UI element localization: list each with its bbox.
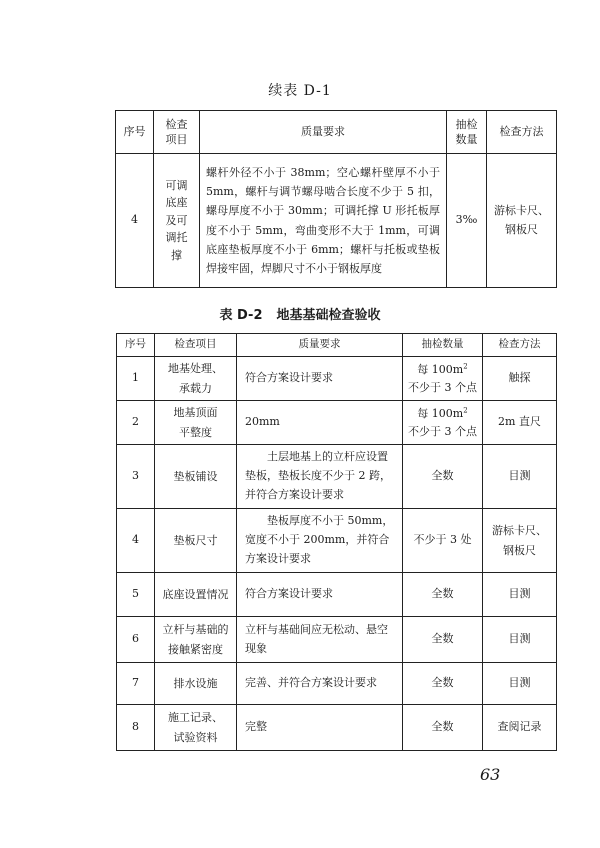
row-item: 垫板尺寸: [155, 509, 237, 573]
quantity-text: 每 100m: [417, 362, 464, 376]
row-method: 游标卡尺、 钢板尺: [483, 509, 557, 573]
table-d2-title: [0, 304, 600, 323]
row-quantity: 全数: [403, 617, 483, 663]
row-no: 4: [116, 154, 154, 288]
page-number: 63: [480, 765, 501, 784]
row-method: 目测: [483, 445, 557, 509]
header-quantity: 抽检数量: [403, 334, 483, 357]
row-quantity: [403, 357, 483, 401]
quantity-text: 每 100m: [417, 406, 464, 420]
header-quantity: 抽检 数量: [447, 111, 487, 154]
quantity-sup: 2: [463, 362, 468, 371]
header-method: 检查方法: [483, 334, 557, 357]
row-no: 8: [117, 705, 155, 751]
header-method: 检查方法: [487, 111, 557, 154]
row-item: 排水设施: [155, 663, 237, 705]
row-item: 立杆与基础的 接触紧密度: [155, 617, 237, 663]
table-row: [117, 705, 557, 751]
row-item: 地基处理、 承载力: [155, 357, 237, 401]
header-item: 检查项目: [155, 334, 237, 357]
table-row: [117, 509, 557, 573]
row-no: 7: [117, 663, 155, 705]
table-d2: [116, 333, 557, 751]
row-quantity: 全数: [403, 445, 483, 509]
table-row: [117, 663, 557, 705]
continued-table-d1: [115, 110, 557, 288]
row-no: 6: [117, 617, 155, 663]
header-no: 序号: [117, 334, 155, 357]
row-item: 可调 底座 及可 调托 撑: [154, 154, 200, 288]
quantity-sup: 2: [463, 406, 468, 415]
table-row: [117, 401, 557, 445]
table-row: [117, 573, 557, 617]
row-quantity: 3‰: [447, 154, 487, 288]
row-method: 目测: [483, 573, 557, 617]
row-quantity: 不少于 3 处: [403, 509, 483, 573]
row-method: 查阅记录: [483, 705, 557, 751]
row-no: 3: [117, 445, 155, 509]
header-item: 检查 项目: [154, 111, 200, 154]
quantity-text-2: 不少于 3 个点: [408, 424, 477, 438]
row-no: 1: [117, 357, 155, 401]
row-method: 目测: [483, 663, 557, 705]
header-no: 序号: [116, 111, 154, 154]
row-method: 2m 直尺: [483, 401, 557, 445]
row-method: 目测: [483, 617, 557, 663]
row-quantity: 全数: [403, 573, 483, 617]
table-row: [116, 154, 557, 288]
row-item: 地基顶面 平整度: [155, 401, 237, 445]
table-row: [117, 357, 557, 401]
row-no: 2: [117, 401, 155, 445]
table-row: [117, 617, 557, 663]
row-requirement: 螺杆外径不小于 38mm；空心螺杆壁厚不小于 5mm，螺杆与调节螺母啮合长度不少于 5 扣，螺母厚度不小于 30mm；可调托撑 U 形托板厚度不小于 5mm，弯曲变形不大于 1mm，可调底座垫板厚度不小于 6mm；螺杆与托板或垫板焊接牢固，焊脚尺寸不小于钢板厚度: [200, 154, 447, 288]
row-requirement: 符合方案设计要求: [237, 357, 403, 401]
table-d2-name: 地基基础检查验收: [276, 308, 381, 323]
header-requirement: 质量要求: [237, 334, 403, 357]
row-no: 5: [117, 573, 155, 617]
row-method: 游标卡尺、 钢板尺: [487, 154, 557, 288]
row-no: 4: [117, 509, 155, 573]
row-method: 触探: [483, 357, 557, 401]
row-requirement: 20mm: [237, 401, 403, 445]
header-requirement: 质量要求: [200, 111, 447, 154]
row-quantity: 全数: [403, 705, 483, 751]
row-requirement: 土层地基上的立杆应设置垫板，垫板长度不少于 2 跨，并符合方案设计要求: [237, 445, 403, 509]
row-item: 垫板铺设: [155, 445, 237, 509]
row-item: 施工记录、 试验资料: [155, 705, 237, 751]
table-header-row: [117, 334, 557, 357]
table-d2-number: 表 D-2: [219, 308, 263, 323]
quantity-text-2: 不少于 3 个点: [408, 380, 477, 394]
row-requirement: 完善、并符合方案设计要求: [237, 663, 403, 705]
continued-table-title: 续表 D-1: [268, 83, 332, 99]
row-item: 底座设置情况: [155, 573, 237, 617]
row-requirement: 符合方案设计要求: [237, 573, 403, 617]
row-requirement: 垫板厚度不小于 50mm，宽度不小于 200mm，并符合方案设计要求: [237, 509, 403, 573]
table-row: [117, 445, 557, 509]
row-quantity: [403, 401, 483, 445]
row-requirement: 完整: [237, 705, 403, 751]
row-quantity: 全数: [403, 663, 483, 705]
row-requirement: 立杆与基础间应无松动、悬空现象: [237, 617, 403, 663]
table-header-row: [116, 111, 557, 154]
